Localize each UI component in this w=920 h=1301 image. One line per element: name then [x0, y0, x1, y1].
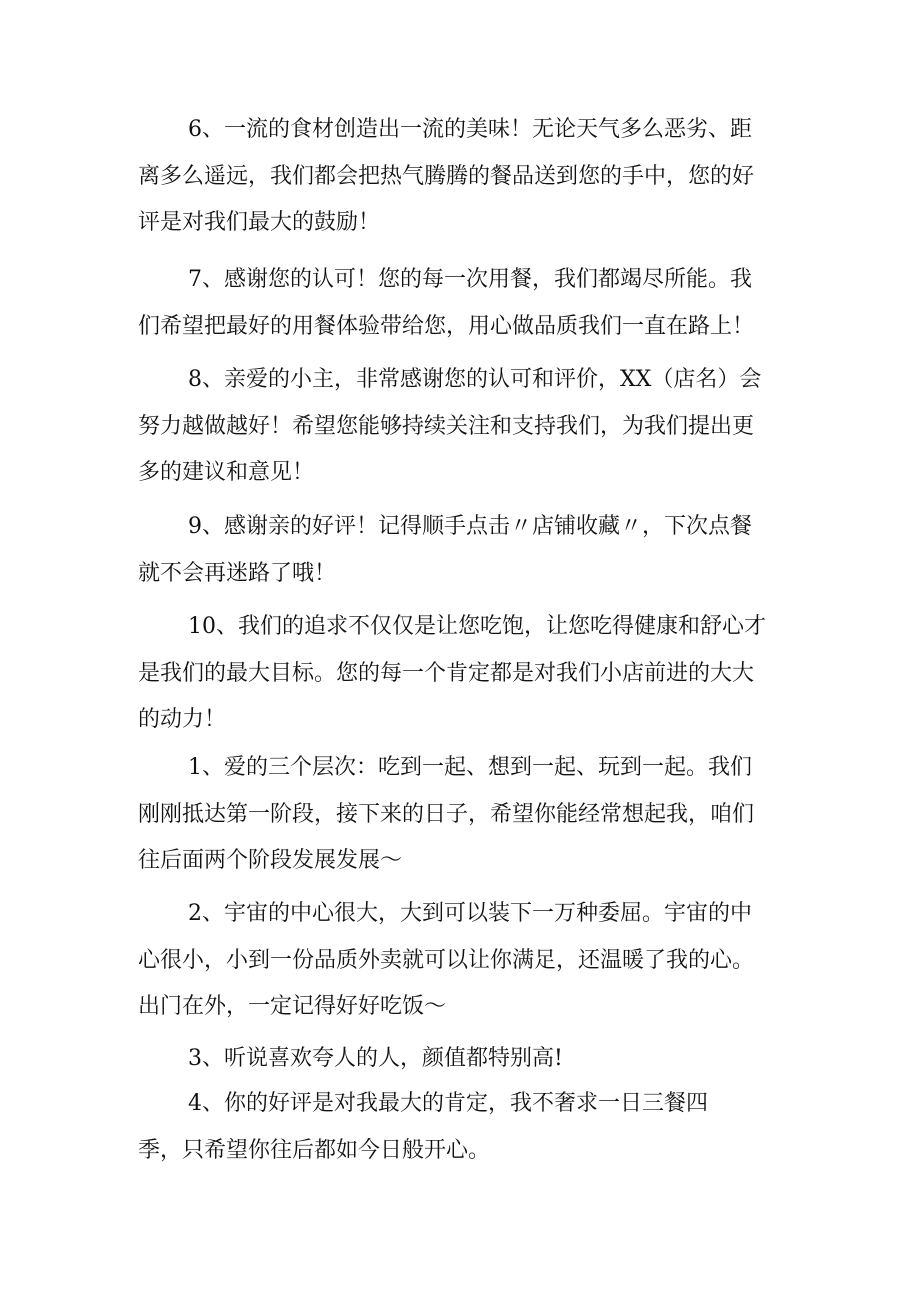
paragraph-line: 1、爱的三个层次：吃到一起、想到一起、玩到一起。我们 — [188, 755, 752, 780]
paragraph-4 — [138, 1081, 788, 1174]
paragraph-line: 离多么遥远，我们都会把热气腾腾的餐品送到您的手中，您的好 — [138, 163, 755, 189]
paragraph-line: 努力越做越好！希望您能够持续关注和支持我们，为我们提出更 — [138, 413, 755, 439]
paragraph-line: 10、我们的追求不仅仅是让您吃饱，让您吃得健康和舒心才 — [188, 614, 766, 639]
paragraph-line: 季，只希望你往后都如今日般开心。 — [138, 1137, 491, 1163]
paragraph-line: 的动力！ — [138, 707, 227, 732]
paragraph-line: 是我们的最大目标。您的每一个肯定都是对我们小店前进的大大 — [138, 660, 755, 686]
paragraph-6 — [138, 107, 788, 247]
paragraph-line: 心很小，小到一份品质外卖就可以让你满足，还温暖了我的心。 — [138, 947, 755, 973]
paragraph-line: 刚刚抵达第一阶段，接下来的日子，希望你能经常想起我，咱们 — [138, 801, 755, 827]
paragraph-3 — [138, 1036, 788, 1083]
paragraph-line: 就不会再迷路了哦！ — [138, 560, 337, 586]
paragraph-line: 3、听说喜欢夸人的人，颜值都特别高! — [188, 1046, 563, 1071]
paragraph-7 — [138, 257, 788, 350]
paragraph-line: 出门在外，一定记得好好吃饭～ — [138, 994, 447, 1019]
paragraph-line: 6、一流的食材创造出一流的美味！无论天气多么恶劣、距 — [188, 117, 752, 142]
paragraph-line: 评是对我们最大的鼓励！ — [138, 210, 381, 235]
paragraph-line: 多的建议和意见！ — [138, 460, 315, 485]
paragraph-line: 往后面两个阶段发展发展～ — [138, 848, 403, 873]
paragraph-line: 7、感谢您的认可！您的每一次用餐，我们都竭尽所能。我 — [188, 267, 752, 292]
paragraph-8 — [138, 357, 788, 497]
paragraph-line: 9、感谢亲的好评！记得顺手点击〃店铺收藏〃，下次点餐 — [188, 514, 752, 539]
paragraph-line: 们希望把最好的用餐体验带给您，用心做品质我们一直在路上！ — [138, 313, 755, 339]
paragraph-2 — [138, 891, 788, 1031]
paragraph-line: 8、亲爱的小主，非常感谢您的认可和评价，XX（店名）会 — [188, 367, 762, 392]
paragraph-1 — [138, 745, 788, 885]
paragraph-10 — [138, 604, 788, 744]
paragraph-line: 2、宇宙的中心很大，大到可以装下一万种委屈。宇宙的中 — [188, 901, 752, 926]
paragraph-9 — [138, 504, 788, 597]
paragraph-line: 4、你的好评是对我最大的肯定，我不奢求一日三餐四 — [188, 1091, 708, 1116]
